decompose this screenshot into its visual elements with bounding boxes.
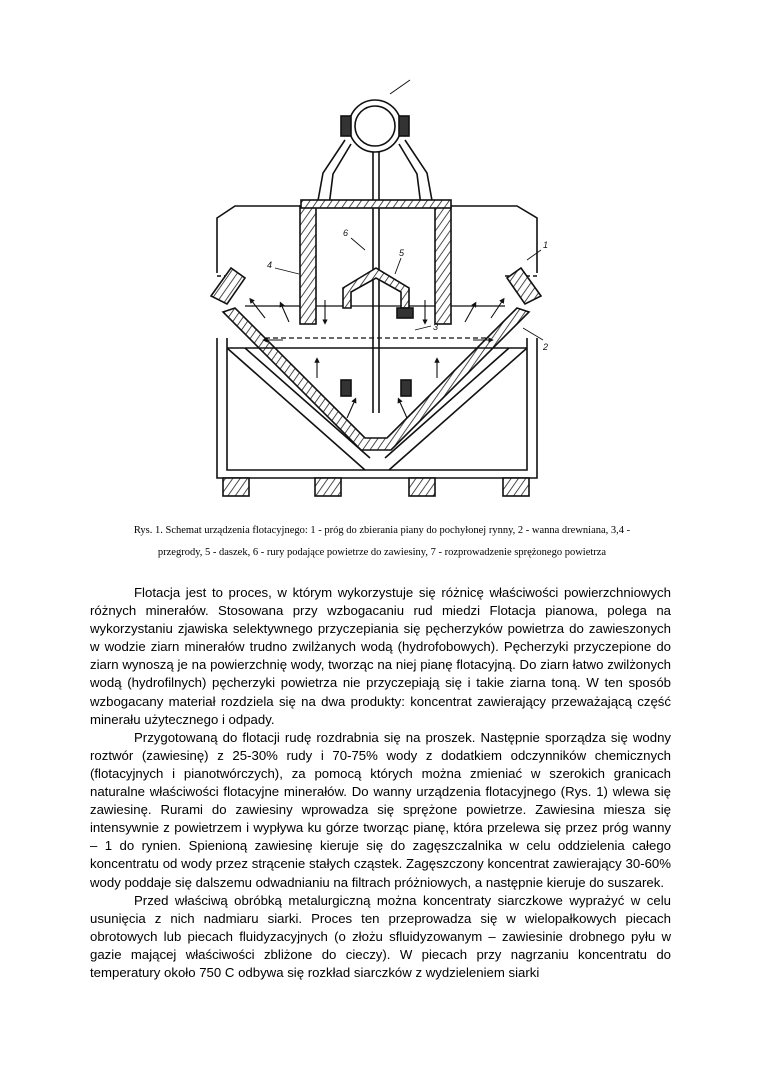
roof xyxy=(343,268,409,308)
caption-line-2: przegrody, 5 - daszek, 6 - rury podające powietrze do zawiesiny, 7 - rozprowadzenie sprężonego powietrza xyxy=(157,547,607,558)
paragraph-1: Flotacja jest to proces, w którym wykorzystuje się różnicę właściwości powierzchniowych różnych minerałów. Stosowana przy wzbogacaniu rud miedzi Flotacja pianowa, polega na wykorzystaniu zjawiska selektywnego przyczepiania się pęcherzyków powietrza do zawieszonych w wodzie ziarn minerałów trudno zwilżanych wodą (hydrofobowych). Pęcherzyki przyczepione do ziarn wynoszą je na powierzchnię wody, tworząc na niej pianę flotacyjną. Do ziarn łatwo zwilżonych wodą (hydrofilnych) pęcherzyki powietrza nie przyczepiają się i takie ziarna toną. W ten sposób wzbogacany materiał rozdziela się na dwa produkty: koncentrat zawierający przeważającą część minerału użytecznego i odpady. xyxy=(90,585,671,727)
threshold-right xyxy=(507,268,541,304)
figure-caption xyxy=(92,520,672,564)
wooden-tank xyxy=(223,308,529,450)
caption-line-1: Rys. 1. Schemat urządzenia flotacyjnego: 1 - próg do zbierania piany do pochyłonej rynny, 2 - wanna drewniana, 3,4 - xyxy=(133,525,631,536)
label-6: 6 xyxy=(343,228,349,238)
baffle-left xyxy=(300,206,316,324)
label-1: 1 xyxy=(543,240,549,250)
baffle-right xyxy=(435,206,451,324)
label-2: 2 xyxy=(543,342,549,352)
tank-outline xyxy=(217,206,537,273)
paragraph-2: Przygotowaną do flotacji rudę rozdrabnia się na proszek. Następnie sporządza się wodny roztwór (zawiesinę) z 25-30% rudy i 70-75% wody z dodatkiem odczynników chemicznych (flotacyjnych i pianotwórczych), za pomocą których można zmieniać w szerokich granicach naturalne właściwości flotacyjne minerałów. Do wanny urządzenia flotacyjnego (Rys. 1) wlewa się zawiesinę. Rurami do zawiesiny wprowadza się sprężone powietrze. Zawiesina miesza się intensywnie z powietrzem i wypływa ku górze tworząc pianę, która przelewa się przez próg wanny – 1 do rynien. Spienioną zawiesinę kieruje się do zagęszczalnika w celu oddzielenia całego koncentratu od wody przez strącenie stałych cząstek. Zagęszczony koncentrat zawierający 30-60% wody poddaje się dalszemu odwadnianiu na filtrach próżniowych, a następnie kieruje do suszarek. xyxy=(90,729,671,890)
threshold-left xyxy=(211,268,245,304)
body-text xyxy=(90,584,671,982)
label-5: 5 xyxy=(399,248,405,258)
diagram-drawing xyxy=(205,78,550,498)
paragraph-3: Przed właściwą obróbką metalurgiczną można koncentraty siarczkowe wyprażyć w celu usunięcia z nich nadmiaru siarki. Proces ten przeprowadza się w wielopałkowych piecach obrotowych lub piecach fluidyzacyjnych (o złożu sfluidyzowanym – zawiesinie drobnego pyłu w gazie mającej właściwości zbliżone do cieczy). W piecach przy nagrzaniu koncentratu do temperatury około 750 C odbywa się rozkład siarczków z wydzieleniem siarki xyxy=(90,892,671,980)
label-4: 4 xyxy=(267,260,273,270)
air-pipe-clamp xyxy=(349,100,401,152)
label-3: 3 xyxy=(433,322,439,332)
flotation-device-diagram xyxy=(205,78,550,498)
